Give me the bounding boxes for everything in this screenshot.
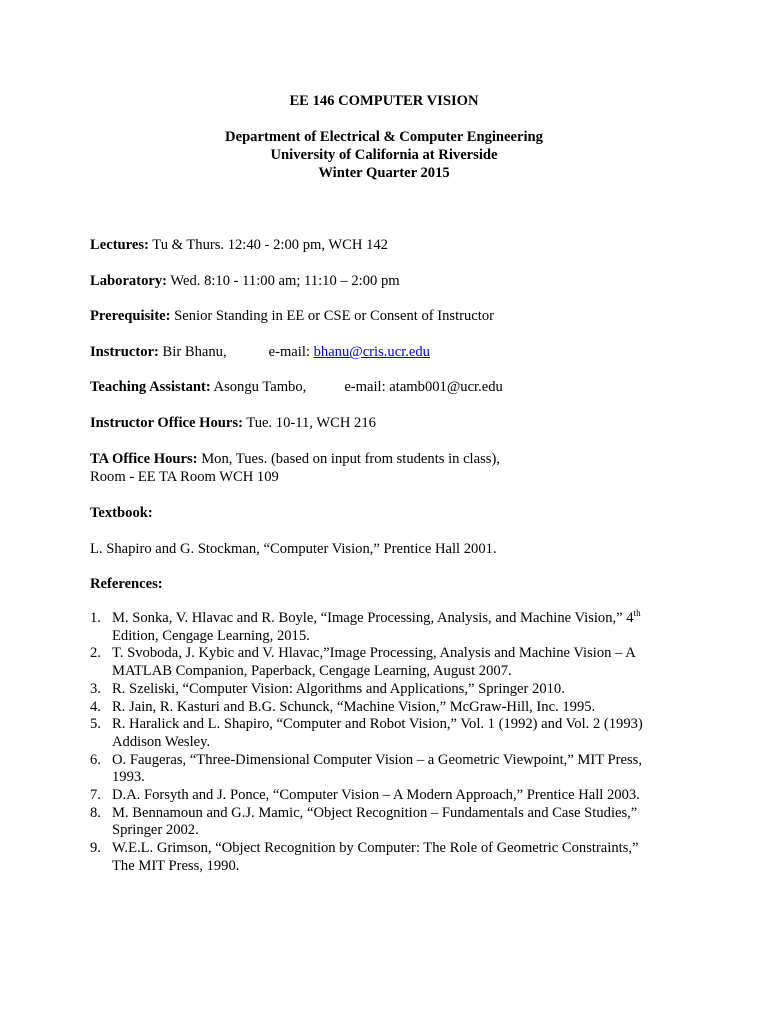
reference-text: T. Svoboda, J. Kybic and V. Hlavac,”Image Processing, Analysis and Machine Vision – A [112,645,636,662]
reference-item [90,610,690,645]
reference-item [90,752,690,787]
reference-text: W.E.L. Grimson, “Object Recognition by Computer: The Role of Geometric Constraints,” [112,840,639,857]
prerequisite-label: Prerequisite: [90,308,171,324]
reference-number: 7. [90,787,101,804]
reference-number: 4. [90,698,101,715]
reference-number: 8. [90,804,101,821]
instructor-hours-value: Tue. 10-11, WCH 216 [242,415,376,431]
department-line: Department of Electrical & Computer Engineering [225,129,543,145]
laboratory-value: Wed. 8:10 - 11:00 am; 11:10 – 2:00 pm [167,273,400,289]
ta-line [90,378,503,396]
reference-number: 6. [90,751,101,768]
laboratory-line [90,272,400,290]
reference-item [90,716,690,751]
lectures-label: Lectures: [90,237,149,253]
reference-number: 2. [90,645,101,662]
ta-email: e-mail: atamb001@ucr.edu [344,379,503,395]
reference-number: 3. [90,680,101,697]
reference-number: 9. [90,840,101,857]
reference-text: R. Szeliski, “Computer Vision: Algorithms and Applications,” Springer 2010. [112,680,565,697]
reference-text-cont: Edition, Cengage Learning, 2015. [112,627,310,644]
reference-item [90,787,690,805]
instructor-name: Bir Bhanu, [158,344,227,360]
instructor-hours-label: Instructor Office Hours: [90,415,243,431]
references-list [90,610,690,876]
instructor-line [90,343,430,361]
prerequisite-line [90,307,494,325]
reference-text-cont: MATLAB Companion, Paperback, Cengage Learning, August 2007. [112,663,512,680]
reference-text-cont: Addison Wesley. [112,733,211,750]
lectures-line [90,236,388,254]
instructor-email-label: e-mail: [268,344,314,360]
prerequisite-value: Senior Standing in EE or CSE or Consent of Instructor [170,308,494,324]
ta-hours-label: TA Office Hours: [90,451,198,467]
references-heading: References: [90,576,163,592]
lectures-value: Tu & Thurs. 12:40 - 2:00 pm, WCH 142 [148,237,388,253]
instructor-label: Instructor: [90,344,159,360]
instructor-hours-line [90,414,376,432]
ta-name: Asongu Tambo, [210,379,307,395]
reference-text-cont: Springer 2002. [112,822,199,839]
reference-text: D.A. Forsyth and J. Ponce, “Computer Vision – A Modern Approach,” Prentice Hall 2003. [112,787,640,804]
reference-item [90,681,690,699]
course-title: EE 146 COMPUTER VISION [289,93,479,109]
reference-item [90,805,690,840]
reference-text: M. Bennamoun and G.J. Mamic, “Object Recognition – Fundamentals and Case Studies,” [112,804,638,821]
reference-text: M. Sonka, V. Hlavac and R. Boyle, “Image Processing, Analysis, and Machine Vision,” 4 [112,610,634,626]
reference-text: R. Haralick and L. Shapiro, “Computer and Robot Vision,” Vol. 1 (1992) and Vol. 2 (1993) [112,716,643,733]
reference-text-cont: 1993. [112,769,145,786]
reference-item [90,840,690,875]
reference-text-cont: The MIT Press, 1990. [112,857,240,874]
term-line: Winter Quarter 2015 [318,165,450,181]
ta-label: Teaching Assistant: [90,379,211,395]
textbook-heading: Textbook: [90,505,153,521]
reference-superscript: th [633,608,641,619]
reference-item [90,699,690,717]
reference-number: 5. [90,716,101,733]
ta-hours-value: Mon, Tues. (based on input from students in class), [197,451,500,467]
reference-text: R. Jain, R. Kasturi and B.G. Schunck, “Machine Vision,” McGraw-Hill, Inc. 1995. [112,698,596,715]
reference-item [90,645,690,680]
textbook-value: L. Shapiro and G. Stockman, “Computer Vision,” Prentice Hall 2001. [90,541,497,557]
reference-text: O. Faugeras, “Three-Dimensional Computer Vision – a Geometric Viewpoint,” MIT Press, [112,751,642,768]
reference-number: 1. [90,610,101,626]
instructor-email-link[interactable]: bhanu@cris.ucr.edu [313,344,430,360]
laboratory-label: Laboratory: [90,273,168,289]
university-line: University of California at Riverside [270,147,498,163]
ta-hours-line [90,450,500,468]
course-header-block [0,128,768,182]
ta-room-line: Room - EE TA Room WCH 109 [90,469,279,485]
